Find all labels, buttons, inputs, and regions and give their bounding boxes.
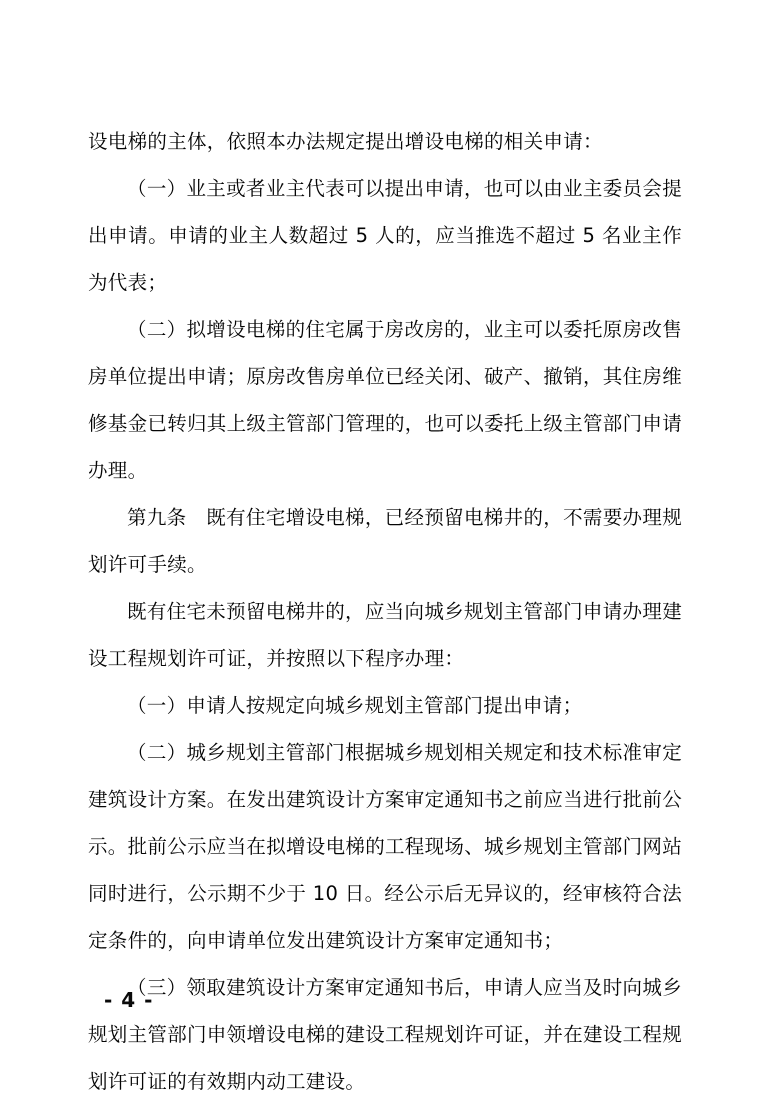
page-number: - 4 -: [104, 988, 154, 1012]
paragraph-procedure-2: （二）城乡规划主管部门根据城乡规划相关规定和技术标准审定建筑设计方案。在发出建筑设计方案审定通知书之前应当进行批前公示。批前公示应当在拟增设电梯的工程现场、城乡规划主管部门网站同时进行，公示期不少于 10 日。经公示后无异议的，经审核符合法定条件的，向申请单位发出建筑设计方案审定通知书；: [88, 741, 683, 952]
paragraph-item-1: （一）业主或者业主代表可以提出申请，也可以由业主委员会提出申请。申请的业主人数超过 5 人的，应当推选不超过 5 名业主作为代表；: [88, 177, 682, 294]
paragraph-procedure-3: （三）领取建筑设计方案审定通知书后，申请人应当及时向城乡规划主管部门申领增设电梯的建设工程规划许可证，并在建设工程规划许可证的有效期内动工建设。: [88, 976, 683, 1093]
paragraph-procedure-1: （一）申请人按规定向城乡规划主管部门提出申请；: [127, 694, 583, 717]
document-body: [88, 118, 682, 1105]
paragraph-continued-line: 设电梯的主体，依照本办法规定提出增设电梯的相关申请：: [88, 130, 603, 153]
paragraph-item-2: （二）拟增设电梯的住宅属于房改房的，业主可以委托原房改售房单位提出申请；原房改售房单位已经关闭、破产、撤销，其住房维修基金已转归其上级主管部门管理的，也可以委托上级主管部门申请办理。: [88, 318, 683, 482]
paragraph-article-9: 第九条 既有住宅增设电梯，已经预留电梯井的，不需要办理规划许可手续。: [88, 506, 682, 576]
paragraph-no-reserved-shaft: 既有住宅未预留电梯井的，应当向城乡规划主管部门申请办理建设工程规划许可证，并按照以下程序办理：: [88, 600, 682, 670]
